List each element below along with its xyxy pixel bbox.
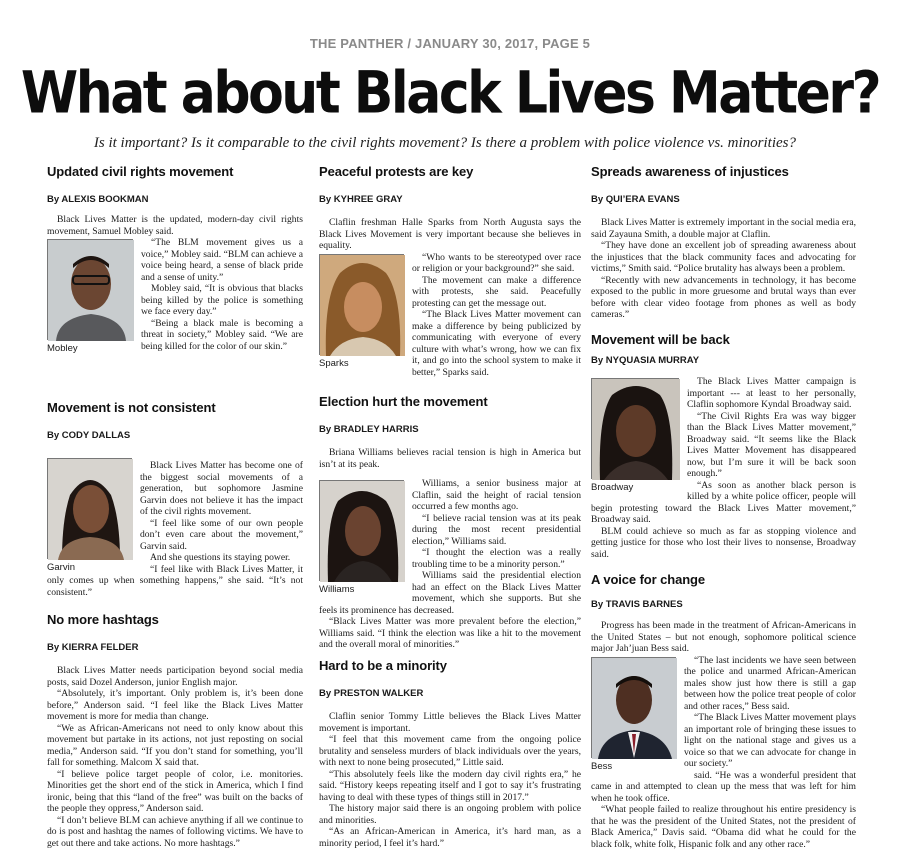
photo-caption: Mobley (47, 343, 78, 354)
portrait-icon (592, 658, 677, 759)
story-title: A voice for change (591, 572, 706, 587)
story-title: Movement is not consistent (47, 400, 216, 415)
story-paragraph: “Being a black male is becoming a threat in society,” Mobley said. “We are being killed for the color of our skin.” (141, 317, 303, 352)
story-paragraph: Claflin senior Tommy Little believes the Black Lives Matter movement is important. (319, 711, 581, 734)
story-paragraph: “The Black Lives Matter movement plays an important role of bringing these issues to light on the national stage and gives us a voice so that we can advocate for change in our society.” (684, 712, 856, 769)
story-paragraph: “Absolutely, it’s important. Only problem is, it’s been done before,” Anderson said. “I feel like the Black Lives Matter movement is more for media than change. (47, 688, 303, 722)
story-paragraph: BLM could achieve so much as far as stopping violence and getting justice for those who lost their lives to nonsense, Broadway said. (591, 525, 856, 560)
portrait-icon (592, 379, 680, 480)
story-paragraph: Black Lives Matter needs participation beyond social media posts, said Dozel Anderson, junior English major. (47, 665, 303, 688)
portrait-icon (320, 255, 405, 356)
story-title: Spreads awareness of injustices (591, 164, 789, 179)
story-paragraph: Claflin freshman Halle Sparks from North Augusta says the Black Lives Movement is very important because she believes in equality. (319, 217, 581, 251)
photo-broadway (591, 378, 679, 493)
portrait-icon (48, 459, 133, 560)
story-title: Movement will be back (591, 332, 730, 347)
photo-mobley (47, 239, 133, 354)
photo-bess (591, 657, 676, 772)
story-paragraph: “The Black Lives Matter movement can make a difference by being publicized by communicating with everyone of every culture with what’s wrong, how we can fix it, and go into the school system to make it better,” Sparks said. (412, 309, 581, 378)
story-spreads-awareness (591, 164, 856, 334)
story-paragraph: The movement can make a difference with protests, she said. Peacefully protesting can get the message out. (412, 274, 581, 309)
story-byline: By ALEXIS BOOKMAN (47, 194, 149, 205)
story-paragraph: “The Civil Rights Era was way bigger than the Black Lives Matter movement,” Broadway said. “It seems like the Black Lives Matter Movement has disappeared now, but I’m sure it will be back soon enough.” (687, 410, 856, 479)
story-byline: By KIERRA FELDER (47, 642, 139, 653)
page-deck: Is it important? Is it comparable to the civil rights movement? Is there a problem with police violence vs. minorities? (93, 135, 796, 151)
story-paragraph: “Recently with new advancements in technology, it has become exposed to the public in more gruesome and brutal ways than ever before with clear video footage from phones as well as body cameras.” (591, 274, 856, 320)
story-title: Election hurt the movement (319, 394, 488, 409)
story-byline: By BRADLEY HARRIS (319, 424, 419, 435)
story-paragraph: “As an African-American in America, it’s hard man, as a minority period, I feel it’s hard.” (319, 826, 581, 849)
story-paragraph: “As soon as another black person is killed by a white police officer, people will begin protesting toward the Black Lives Matter movement,” Broadway said. (591, 479, 856, 525)
story-paragraph: “They have done an excellent job of spreading awareness about the injustices that the black community faces and advocating for victims,” Smith said. “Police brutality has always been a problem. (591, 240, 856, 274)
story-title: Hard to be a minority (319, 658, 447, 673)
photo-williams (319, 480, 404, 595)
story-paragraph: “Who wants to be stereotyped over race or religion or your background?” she said. (412, 251, 581, 274)
story-paragraph: “I feel like some of our own people don’t even care about the movement,” Garvin said. (140, 517, 303, 552)
story-paragraph: “We as African-Americans not need to only know about this movement but partake in its actions, not just reposting on social media,” Anderson said. “If you don’t stand for something, you’ll fall for something. Malcom X said that. (47, 722, 303, 768)
photo-caption: Garvin (47, 562, 75, 573)
story-paragraph: “I believe police target people of color, i.e. monitories. Minorities get the short end of the stick in America, which I find ironic, being that this “land of the free” was built on the backs of the people they oppress,” Anderson said. (47, 768, 303, 814)
story-paragraph: Black Lives Matter has become one of the biggest social movements of a generation, but sophomore Jasmine Garvin does not believe it has the impact of the civil rights movement. (140, 460, 303, 517)
story-paragraph: “I feel that this movement came from the ongoing police brutality and senseless murders of black individuals over the years, with next to none being prosecuted,” Little said. (319, 734, 581, 768)
story-byline: By KYHREE GRAY (319, 194, 403, 205)
story-not-consistent (47, 400, 303, 598)
story-paragraph: “I believe racial tension was at its peak during the most recent presidential election,” Williams said. (412, 512, 581, 547)
photo-garvin (47, 458, 132, 573)
story-byline: By NYQUASIA MURRAY (591, 355, 700, 366)
story-paragraph: “Black Lives Matter was more prevalent before the election,” Williams said. “I think the election was like a hit to the movement and the overall moral of minorities.” (319, 616, 581, 650)
story-paragraph: Progress has been made in the treatment of African-Americans in the United States – but not enough, sophomore political science major Jah’juan Bess said. (591, 620, 856, 654)
story-paragraph: “I don’t believe BLM can achieve anything if all we continue to do is post and hashtag the names of following victims. We have to get out there and take actions. No more hashtags.” (47, 814, 303, 849)
story-peaceful-protests (319, 164, 581, 376)
story-paragraph: Black Lives Matter is extremely important in the social media era, said Zayauna Smith, a double major at Claflin. (591, 217, 856, 240)
photo-caption: Sparks (319, 357, 349, 369)
portrait-icon (48, 240, 134, 341)
portrait-icon (320, 481, 405, 582)
story-byline: By QUI’ERA EVANS (591, 194, 680, 205)
page-headline: What about Black Lives Matter? (20, 60, 880, 128)
story-paragraph: The history major said there is an ongoing problem with police and minorities. (319, 803, 581, 826)
story-paragraph: said. “He was a wonderful president that came in and attempted to clean up the mess that was left for him when he took office. (591, 769, 856, 804)
story-election-hurt (319, 394, 581, 650)
photo-caption: Williams (319, 584, 355, 595)
story-byline: By TRAVIS BARNES (591, 599, 683, 610)
story-movement-will-be-back (591, 332, 856, 558)
story-paragraph: “The BLM movement gives us a voice,” Mobley said. “BLM can achieve a voice being heard, a sense of black pride and a sense of unity.” (141, 237, 303, 283)
photo-sparks (319, 254, 404, 369)
story-byline: By PRESTON WALKER (319, 688, 424, 699)
page-folio: THE PANTHER / JANUARY 30, 2017, PAGE 5 (309, 36, 591, 51)
story-title: Peaceful protests are key (319, 164, 474, 179)
story-paragraph: Mobley said, “It is obvious that blacks being killed by the police is something we face every day.” (141, 283, 303, 317)
story-title: Updated civil rights movement (47, 164, 234, 179)
story-paragraph: “I feel like with Black Lives Matter, it only comes up when something happens,” she said. “It’s not consistent.” (47, 563, 303, 598)
story-paragraph: Briana Williams believes racial tension is high in America but isn’t at its peak. (319, 447, 581, 470)
story-voice-for-change (591, 572, 856, 850)
story-paragraph: “What people failed to realize throughout his entire presidency is that he was the president of the United States, not the president of Black America,” Davis said. “Obama did what he could for the black folk, white folk, Hispanic folk and any other race.” (591, 804, 856, 850)
story-paragraph: And she questions its staying power. (150, 552, 291, 563)
story-hard-to-be-minority (319, 658, 581, 849)
story-paragraph: “I thought the election was a really troubling time to be a minority person.” (412, 547, 581, 570)
story-updated-civil-rights (47, 164, 303, 368)
story-byline: By CODY DALLAS (47, 430, 131, 441)
photo-caption: Bess (591, 760, 613, 772)
story-paragraph: The Black Lives Matter campaign is important --- at least to her personally, Claflin sophomore Kyndal Broadway said. (687, 376, 856, 410)
photo-caption: Broadway (591, 482, 634, 493)
story-paragraph: Williams said the presidential election had an effect on the Black Lives Matter movement, which she supports. But she feels its prominence has decreased. (319, 570, 581, 616)
story-no-more-hashtags (47, 612, 303, 849)
story-paragraph: “This absolutely feels like the modern day civil rights era,” he said. “History keeps repeating itself and I got to say it’s frustrating having to deal with these types of things still in 2017.” (319, 768, 581, 803)
story-paragraph: Black Lives Matter is the updated, modern-day civil rights movement, Samuel Mobley said. (47, 214, 303, 237)
story-paragraph: Williams, a senior business major at Claflin, said the height of racial tension occurred a few months ago. (412, 478, 581, 512)
story-title: No more hashtags (47, 612, 159, 627)
story-paragraph: “The last incidents we have seen between the police and unarmed African-American males show just how there is still a gap between how the police treat people of color and other races,” Bess said. (684, 654, 856, 712)
